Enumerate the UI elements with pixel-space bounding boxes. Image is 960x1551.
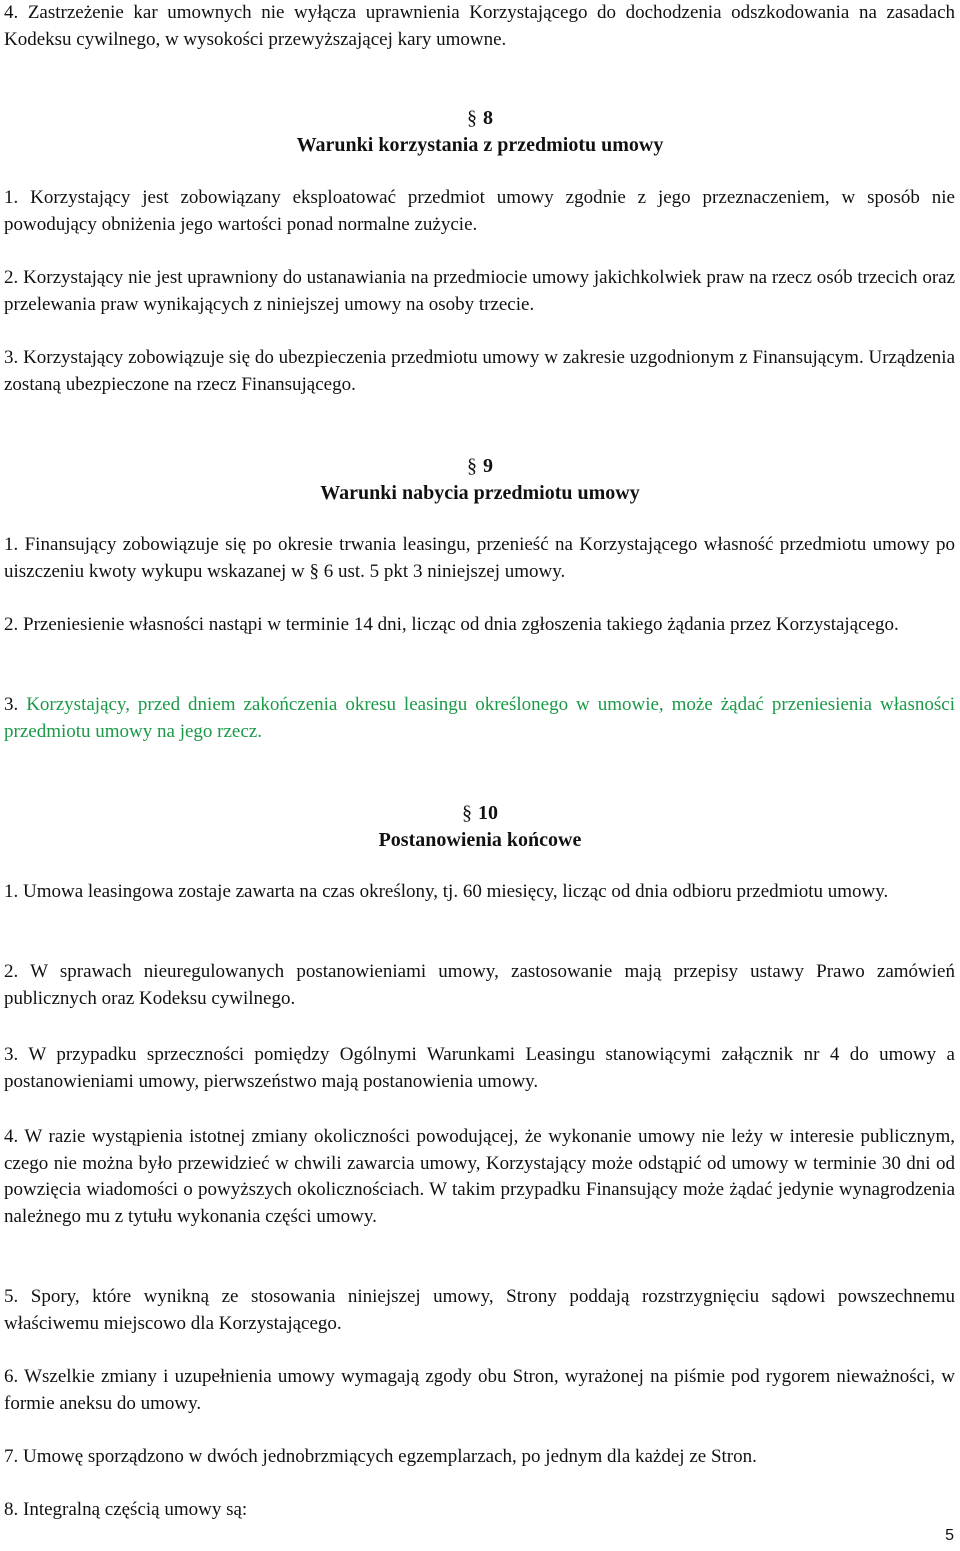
paragraph-text: Zastrzeżenie kar umownych nie wyłącza uprawnienia Korzystającego do dochodzenia odszkodowania na zasadach Kodeksu cywilnego, w wysokości przewyższającej kary umowne. (4, 2, 956, 50)
item-number: 1. (4, 187, 19, 208)
section-symbol: § (467, 455, 477, 477)
item-number: 3. (4, 1044, 19, 1065)
section-10-item-6 (4, 1364, 955, 1417)
section-8-item-2 (4, 265, 955, 318)
item-number: 1. (4, 534, 19, 555)
item-text: W przypadku sprzeczności pomiędzy Ogólnymi Warunkami Leasingu stanowiącymi załącznik nr 4 do umowy a postanowieniami umowy, pierwszeństwo mają postanowienia umowy. (4, 1044, 955, 1092)
item-number: 5. (4, 1286, 19, 1307)
section-10-item-4 (4, 1124, 955, 1230)
section-8-heading (0, 105, 960, 131)
section-number: 9 (483, 455, 493, 477)
section-10-item-7 (4, 1444, 955, 1471)
item-text: Spory, które wynikną ze stosowania niniejszej umowy, Strony poddają rozstrzygnięciu sądowi powszechnemu właściwemu miejscowo dla Korzystającego. (4, 1286, 956, 1334)
section-9-heading (0, 453, 960, 479)
section-10-title: Postanowienia końcowe (378, 829, 582, 851)
section-9-item-1 (4, 532, 955, 585)
section-symbol: § (462, 802, 472, 824)
item-text: Przeniesienie własności nastąpi w terminie 14 dni, licząc od dnia zgłoszenia takiego żądania przez Korzystającego. (23, 614, 899, 635)
item-text: W razie wystąpienia istotnej zmiany okoliczności powodującej, że wykonanie umowy nie leży w interesie publicznym, czego nie można było przewidzieć w chwili zawarcia umowy, Korzystający może odstąpić od umowy w terminie 30 dni od powzięcia wiadomości o powyższych okolicznościach. W takim przypadku Finansujący może żądać jedynie wynagrodzenia należnego mu z tytułu wykonania części umowy. (4, 1126, 955, 1227)
paragraph-4-top (4, 0, 955, 53)
item-number: 3. (4, 694, 19, 715)
section-8-item-3 (4, 345, 955, 398)
item-number: 2. (4, 614, 19, 635)
item-text: Finansujący zobowiązuje się po okresie trwania leasingu, przenieść na Korzystającego własność przedmiotu umowy po uiszczeniu kwoty wykupu wskazanej w § 6 ust. 5 pkt 3 niniejszej umowy. (4, 534, 956, 582)
item-number: 1. (4, 881, 19, 902)
item-text: Korzystający jest zobowiązany eksploatować przedmiot umowy zgodnie z jego przeznaczeniem, w sposób nie powodujący obniżenia jego wartości ponad normalne zużycie. (4, 187, 955, 235)
item-number: 2. (4, 267, 19, 288)
section-number: 8 (483, 107, 493, 129)
section-10-item-5 (4, 1284, 955, 1337)
section-8-title: Warunki korzystania z przedmiotu umowy (296, 134, 664, 156)
item-text: Umowę sporządzono w dwóch jednobrzmiących egzemplarzach, po jednym dla każdej ze Stron. (23, 1446, 757, 1467)
section-10-item-8 (4, 1497, 955, 1524)
section-10-item-3 (4, 1042, 955, 1095)
item-number: 8. (4, 1499, 19, 1520)
section-9-item-3-highlighted (4, 692, 955, 745)
page-number: 5 (945, 1527, 954, 1544)
section-10-item-1 (4, 879, 955, 906)
item-text: Wszelkie zmiany i uzupełnienia umowy wymagają zgody obu Stron, wyrażonej na piśmie pod rygorem nieważności, w formie aneksu do umowy. (4, 1366, 955, 1414)
paragraph-number: 4. (4, 2, 19, 23)
section-symbol: § (467, 107, 477, 129)
item-number: 3. (4, 347, 19, 368)
section-8-item-1 (4, 185, 955, 238)
item-text: Korzystający nie jest uprawniony do ustanawiania na przedmiocie umowy jakichkolwiek praw na rzecz osób trzecich oraz przelewania praw wynikających z niniejszej umowy na osoby trzecie. (4, 267, 956, 315)
item-text: W sprawach nieuregulowanych postanowieniami umowy, zastosowanie mają przepisy ustawy Prawo zamówień publicznych oraz Kodeksu cywilnego. (4, 961, 955, 1009)
item-number: 2. (4, 961, 19, 982)
section-9-item-2 (4, 612, 955, 639)
item-text: Korzystający, przed dniem zakończenia okresu leasingu określonego w umowie, może żądać przeniesienia własności przedmiotu umowy na jego rzecz. (4, 694, 955, 742)
item-text: Integralną częścią umowy są: (23, 1499, 248, 1520)
item-number: 4. (4, 1126, 19, 1147)
section-number: 10 (478, 802, 498, 824)
section-10-heading (0, 800, 960, 826)
item-number: 6. (4, 1366, 19, 1387)
section-9-title: Warunki nabycia przedmiotu umowy (320, 482, 640, 504)
item-text: Umowa leasingowa zostaje zawarta na czas określony, tj. 60 miesięcy, licząc od dnia odbioru przedmiotu umowy. (23, 881, 889, 902)
item-text: Korzystający zobowiązuje się do ubezpieczenia przedmiotu umowy w zakresie uzgodnionym z Finansującym. Urządzenia zostaną ubezpieczone na rzecz Finansującego. (4, 347, 955, 395)
section-10-item-2 (4, 959, 955, 1012)
item-number: 7. (4, 1446, 19, 1467)
